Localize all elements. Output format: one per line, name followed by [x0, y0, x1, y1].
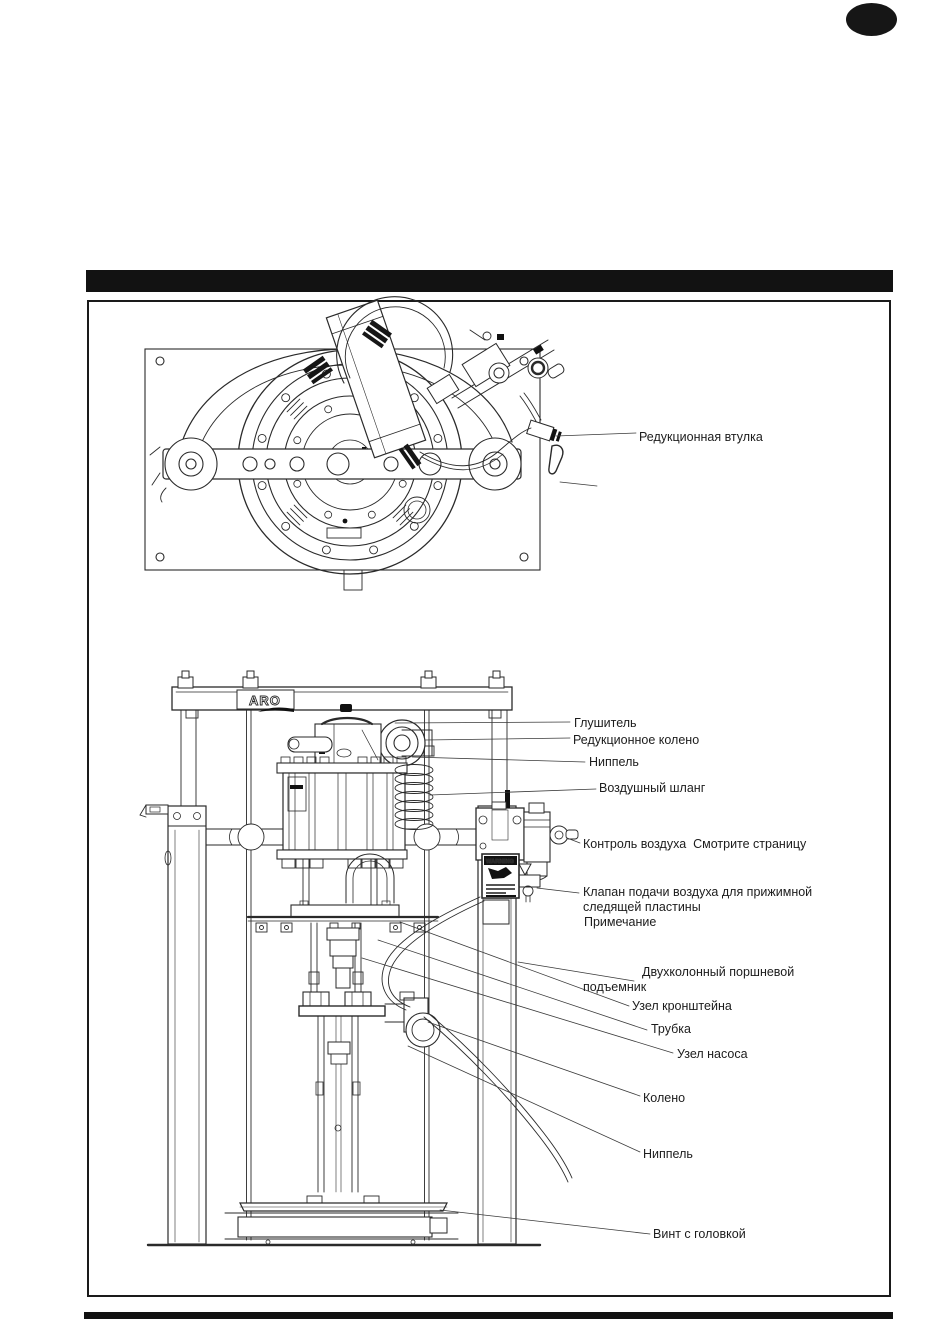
- callout-reducing-elbow: Редукционное колено: [573, 733, 700, 747]
- callout-pump-assembly: Узел насоса: [677, 1047, 748, 1061]
- air-motor: [277, 704, 433, 868]
- valve-handle: [549, 445, 563, 474]
- callout-elbow: Колено: [643, 1091, 686, 1105]
- bracket-assembly: [291, 905, 399, 917]
- filter-regulator: [524, 803, 578, 880]
- callout-air-feed-valve-line2: следящей пластины: [583, 900, 701, 914]
- callout-bracket-assembly: Узел кронштейна: [632, 999, 732, 1013]
- callout-two-post-lift-line1: Двухколонный поршневой: [642, 965, 795, 979]
- callout-muffler: Глушитель: [574, 716, 637, 730]
- callout-two-post-lift-line2: подъемник: [583, 980, 647, 994]
- aro-logo-text: ARO: [249, 693, 281, 708]
- top-view-diagram: [145, 297, 565, 590]
- callout-nipple-top: Ниппель: [589, 755, 639, 769]
- drum-platter: [225, 1213, 458, 1239]
- callout-note: Примечание: [584, 915, 657, 929]
- callout-air-feed-valve-line1: Клапан подачи воздуха для прижимной: [583, 885, 813, 899]
- callout-nipple-bottom: Ниппель: [643, 1147, 693, 1161]
- warning-sticker: [482, 854, 519, 898]
- warning-sticker-title: WARNING: [486, 859, 514, 865]
- callout-tube: Трубка: [651, 1022, 691, 1036]
- callout-air-hose: Воздушный шланг: [599, 781, 706, 795]
- callout-head-screw: Винт с головкой: [653, 1227, 746, 1241]
- follower-plate: [240, 1196, 447, 1211]
- callout-reducing-bushing: Редукционная втулка: [639, 430, 763, 444]
- air-control-panel: [476, 790, 578, 924]
- reducing-bushing: [527, 420, 563, 444]
- callout-air-control: Контроль воздуха Смотрите страницу: [583, 837, 807, 851]
- outlet-elbow: [385, 992, 440, 1047]
- bottom-view-diagram: [140, 671, 578, 1245]
- left-lift-cylinder: [140, 805, 206, 1244]
